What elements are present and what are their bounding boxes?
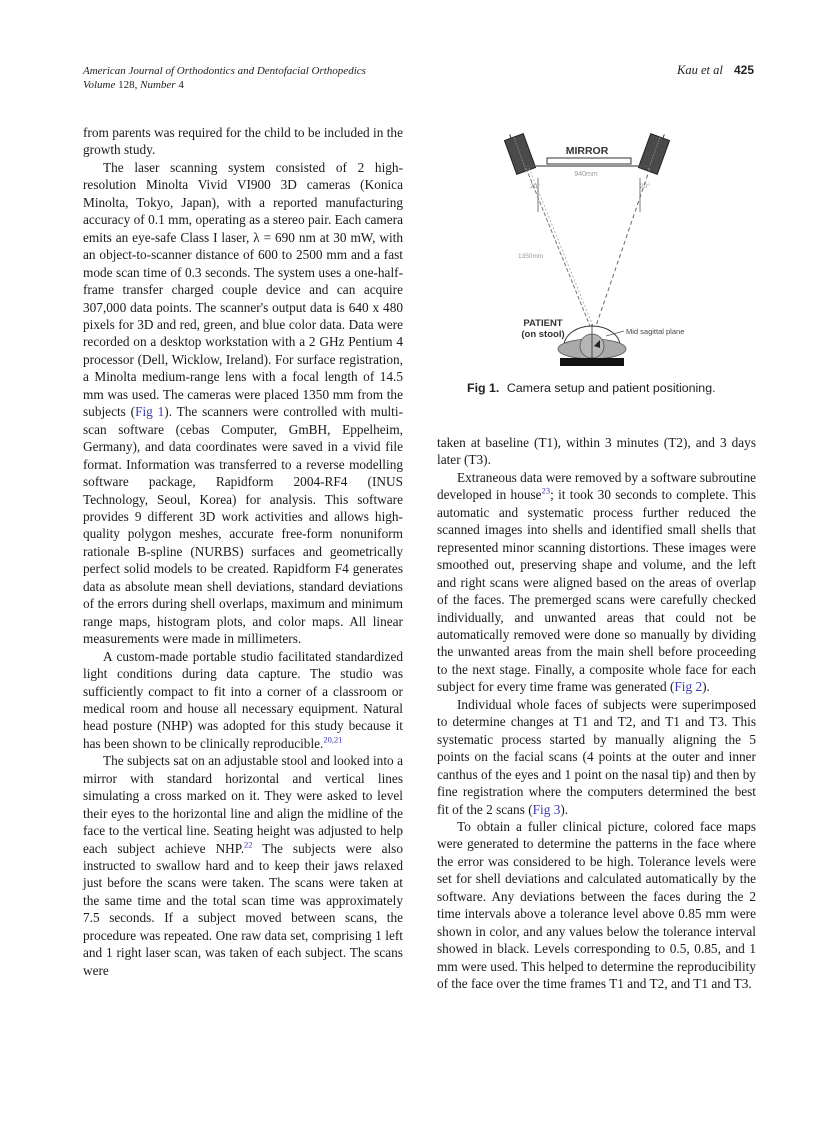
paragraph: The subjects sat on an adjustable stool and looked into a mirror with standard horizontal and vertical lines simulating a cross marked on it. They were asked to level their eyes to the horizontal line and align the midline of the face to the vertical line. Seating height was adjusted to help each subject achieve NHP.$^{22}$ The subjects were also instructed to swallow hard and to keep their jaws relaxed just before the scans were taken. The scans were taken at the same time and the total scan time was approximately 7.5 seconds. If a subject moved between scans, the procedure was repeated. One raw data set, comprising 1 left and 1 right laser scan, was taken of each subject. The scans were (83, 753, 403, 978)
svg-text:20°: 20° (530, 183, 540, 190)
figure-link[interactable]: Fig 1 (135, 404, 165, 420)
distance-label: 1350mm (518, 253, 544, 260)
right-column (437, 434, 756, 993)
paragraph: Extraneous data were removed by a software subroutine developed in house$^{23}$; it took 30 seconds to complete. This automatic and systematic process further reduced the scanned images into shells and identified small shells that represented minor scanning distortions. These images were smoothed out, preserving shape and volume, and the left and right scans were aligned based on the areas of overlap of the faces. The premerged scans were carefully checked individually, and unwanted areas that could not be automatically removed were done so manually by dividing the unwanted areas from the main shell before proceeding to the next stage. Finally, a composite whole face for each subject for every time frame was generated (Fig 2). (437, 469, 757, 695)
journal-title: American Journal of Orthodontics and Dentofacial Orthopedics (83, 65, 366, 77)
figure-1 (440, 124, 760, 414)
svg-text:(on stool): (on stool) (521, 329, 565, 340)
figure-link[interactable]: Fig 2 (674, 679, 703, 695)
running-header-journal (83, 64, 366, 92)
svg-text:20°: 20° (640, 183, 650, 190)
paragraph: taken at baseline (T1), within 3 minutes (T2), and 3 days later (T3). (437, 435, 756, 468)
journal-volume: Volume 128, Number 4 (83, 79, 184, 91)
width-label: 940mm (574, 171, 598, 178)
citation-link[interactable]: 23 (541, 485, 551, 496)
camera-setup-diagram (440, 124, 760, 384)
paragraph: The laser scanning system consisted of 2 high-resolution Minolta Vivid VI900 3D cameras (Konica Minolta, Tokyo, Japan), with a reported manufacturing accuracy of 0.1 mm, operating as a stereo pair. Each camera emits an eye-safe Class I laser, λ = 690 nm at 30 mW, with an object-to-scanner distance of 600 to 2500 mm and a fast mode scan time of 0.3 seconds. The system uses a one-half-frame transfer charged couple device and can acquire 307,000 data points. The scanner's output data is 640 x 480 pixels for 3D and red, green, and blue color data. Data were recorded on a desktop workstation with a 2 GHz Pentium 4 processor (Dell, Wicklow, Ireland). For surface registration, a Minolta medium-range lens with a focal length of 14.5 mm was used. The cameras were placed 1350 mm from the subjects (Fig 1). The scanners were controlled with multi-scan software (cebas Computer, GmBH, Eppelheim, Germany), and data coordinates were saved in a vivid file format. Information was transferred to a reverse modelling software package, Rapidform 2004-RF4 (INUS Technology, Seoul, Korea) for analysis. This software provides 9 different 3D work activities and allows high-quality polygon meshes, accurate free-form nonuniform rationale B-spline (NURBS) surfaces and geometrically perfect solid models to be created. Rapidform F4 generates data as absolute mean shell deviations, standard deviations of the errors during shell overlaps, maximum and minimum range maps, histogram plots, and color maps. All linear measurements were made in millimeters. (83, 159, 403, 647)
left-column (83, 124, 403, 979)
paragraph: from parents was required for the child to be included in the growth study. (83, 125, 403, 158)
figure-link[interactable]: Fig 3 (532, 801, 561, 817)
citation-link[interactable]: 20,21 (323, 734, 343, 745)
citation-link[interactable]: 22 (244, 839, 253, 850)
paragraph: Individual whole faces of subjects were superimposed to determine changes at T1 and T2, and T1 and T3. This systematic process started by manually aligning the 5 points on the facial scans (4 points at the outer and inner canthus of the eyes and 1 point on the nasal tip) and then by fine registration where the computers determined the best fit of the 2 scans (Fig 3). (437, 696, 756, 817)
stool-shape (560, 358, 624, 366)
right-camera-icon (638, 130, 670, 174)
plane-label: Mid sagittal plane (626, 327, 685, 336)
mirror-label: MIRROR (565, 145, 609, 157)
mirror-shape (547, 158, 631, 164)
figure-caption: Fig 1. Camera setup and patient positioning. (467, 381, 716, 395)
left-camera-icon (503, 130, 535, 174)
figure-label: Fig 1. (467, 381, 500, 395)
paragraph: To obtain a fuller clinical picture, colored face maps were generated to determine the patterns in the face where the error was considered to be high. Tolerance levels were set for shell deviations and calculated automatically by the software. Any deviations between the faces during the 2 time intervals above a tolerance level above 0.85 mm were shown in color, and any values below the tolerance interval showed in black. Levels corresponding to 0.5, 0.85, and 1 mm were used. This helped to determine the reproducibility of the face over the time frames T1 and T2, and T1 and T3. (437, 818, 756, 992)
author-label: Kau et al (677, 63, 723, 77)
paragraph: A custom-made portable studio facilitated standardized light conditions during data capture. The studio was sufficiently compact to fit into a corner of a classroom or medical room and house all necessary equipment. Natural head posture (NHP) was adopted for this study because it has been shown to be clinically reproducible.$^{20,21}$ (83, 648, 403, 751)
patient-label: PATIENT (523, 318, 563, 329)
page-number: 425 (733, 63, 754, 77)
running-header-right (677, 63, 754, 78)
